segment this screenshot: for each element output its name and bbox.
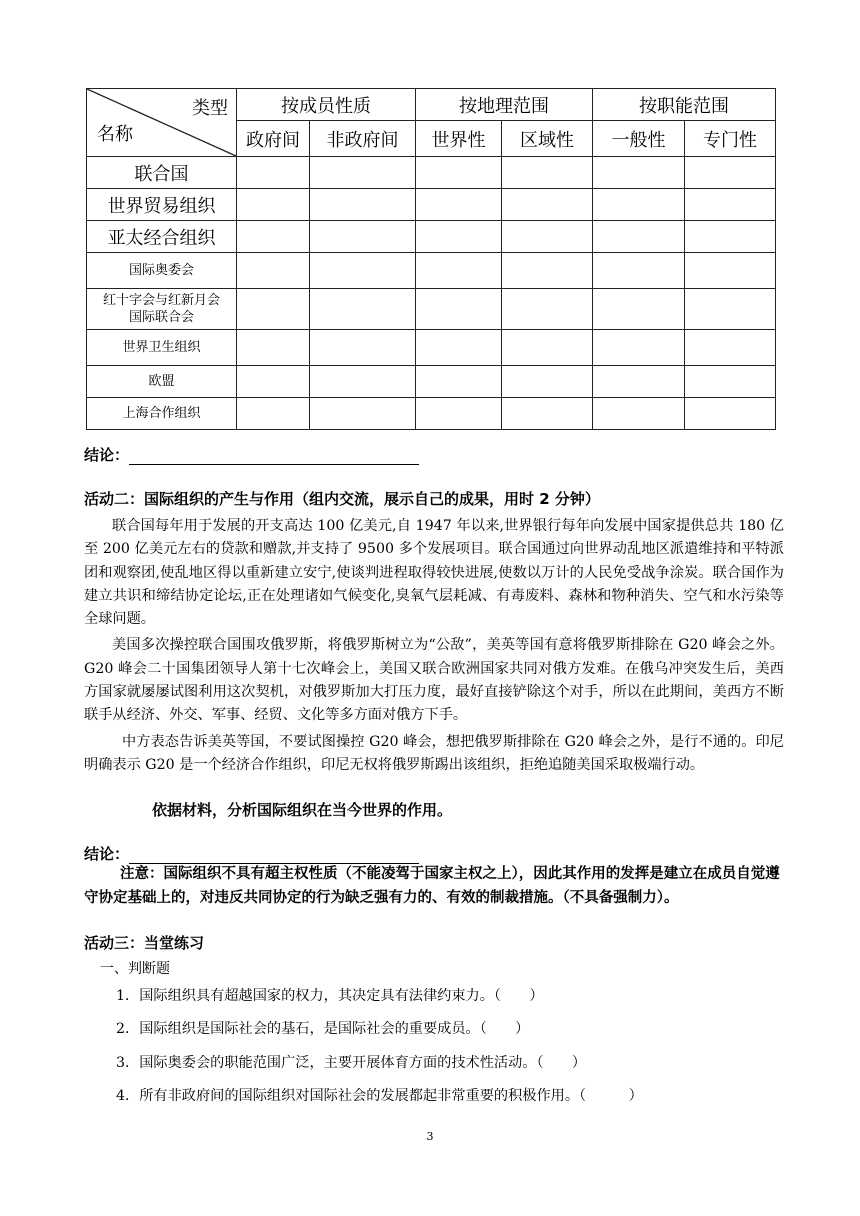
section-heading: 一、判断题 — [100, 961, 170, 977]
answer-cell[interactable] — [237, 253, 310, 289]
table-corner-cell — [87, 89, 237, 157]
answer-cell[interactable] — [310, 221, 416, 253]
table-row — [87, 366, 776, 398]
answer-cell[interactable] — [593, 253, 685, 289]
answer-cell[interactable] — [416, 366, 502, 398]
answer-cell[interactable] — [416, 189, 502, 221]
table-row — [87, 330, 776, 366]
question-1: 1．国际组织具有超越国家的权力，其决定具有法律约束力。（ ） — [116, 988, 544, 1004]
answer-cell[interactable] — [237, 366, 310, 398]
conclusion-2 — [84, 843, 419, 864]
row-name-line1: 红十字会与红新月会 — [102, 293, 220, 308]
answer-cell[interactable] — [237, 221, 310, 253]
answer-cell[interactable] — [310, 253, 416, 289]
conclusion-2-label: 结论： — [84, 845, 130, 863]
answer-cell[interactable] — [416, 157, 502, 189]
row-name: 国际奥委会 — [87, 253, 237, 289]
answer-cell[interactable] — [237, 398, 310, 430]
answer-cell[interactable] — [685, 366, 776, 398]
subheader-intergovernmental: 政府间 — [237, 121, 310, 157]
table-row — [87, 289, 776, 330]
answer-cell[interactable] — [237, 157, 310, 189]
answer-cell[interactable] — [593, 330, 685, 366]
answer-cell[interactable] — [502, 189, 593, 221]
answer-cell[interactable] — [502, 221, 593, 253]
page-number: 3 — [426, 1130, 434, 1143]
answer-cell[interactable] — [685, 330, 776, 366]
row-name: 联合国 — [87, 157, 237, 189]
conclusion-1-blank[interactable] — [129, 446, 419, 465]
question-4: 4．所有非政府间的国际组织对国际社会的发展都起非常重要的积极作用。（ ） — [116, 1088, 643, 1104]
row-name: 世界卫生组织 — [87, 330, 237, 366]
answer-cell[interactable] — [593, 398, 685, 430]
answer-cell[interactable] — [502, 157, 593, 189]
answer-cell[interactable] — [416, 289, 502, 330]
answer-cell[interactable] — [237, 189, 310, 221]
task-prompt: 依据材料，分析国际组织在当今世界的作用。 — [152, 801, 453, 819]
group-header-function: 按职能范围 — [593, 89, 776, 121]
row-name: 欧盟 — [87, 366, 237, 398]
question-3: 3．国际奥委会的职能范围广泛，主要开展体育方面的技术性活动。（ ） — [116, 1055, 587, 1071]
row-name-line2: 国际联合会 — [128, 310, 194, 325]
answer-cell[interactable] — [593, 366, 685, 398]
table-row — [87, 253, 776, 289]
answer-cell[interactable] — [416, 398, 502, 430]
answer-cell[interactable] — [310, 189, 416, 221]
answer-cell[interactable] — [502, 398, 593, 430]
answer-cell[interactable] — [502, 253, 593, 289]
answer-cell[interactable] — [593, 189, 685, 221]
subheader-regional: 区域性 — [502, 121, 593, 157]
subheader-global: 世界性 — [416, 121, 502, 157]
group-header-membership: 按成员性质 — [237, 89, 416, 121]
row-name: 上海合作组织 — [87, 398, 237, 430]
answer-cell[interactable] — [310, 398, 416, 430]
answer-cell[interactable] — [502, 289, 593, 330]
conclusion-1-label: 结论： — [84, 446, 130, 464]
answer-cell[interactable] — [416, 253, 502, 289]
answer-cell[interactable] — [310, 366, 416, 398]
question-2: 2．国际组织是国际社会的基石，是国际社会的重要成员。（ ） — [116, 1021, 530, 1037]
activity-3-title: 活动三：当堂练习 — [84, 934, 205, 952]
answer-cell[interactable] — [685, 189, 776, 221]
classification-table — [86, 88, 775, 430]
answer-cell[interactable] — [416, 221, 502, 253]
answer-cell[interactable] — [685, 398, 776, 430]
answer-cell[interactable] — [310, 157, 416, 189]
group-header-geography: 按地理范围 — [416, 89, 593, 121]
table-row — [87, 189, 776, 221]
answer-cell[interactable] — [502, 366, 593, 398]
subheader-nongovernmental: 非政府间 — [310, 121, 416, 157]
answer-cell[interactable] — [685, 157, 776, 189]
material-text — [84, 515, 784, 777]
row-name — [87, 289, 237, 330]
answer-cell[interactable] — [685, 253, 776, 289]
answer-cell[interactable] — [310, 289, 416, 330]
answer-cell[interactable] — [502, 330, 593, 366]
conclusion-1 — [84, 444, 419, 465]
row-name: 亚太经合组织 — [87, 221, 237, 253]
answer-cell[interactable] — [416, 330, 502, 366]
answer-cell[interactable] — [593, 157, 685, 189]
answer-cell[interactable] — [237, 330, 310, 366]
table-row — [87, 157, 776, 189]
answer-cell[interactable] — [593, 221, 685, 253]
answer-cell[interactable] — [237, 289, 310, 330]
table-row — [87, 398, 776, 430]
subheader-general: 一般性 — [593, 121, 685, 157]
answer-cell[interactable] — [685, 221, 776, 253]
answer-cell[interactable] — [685, 289, 776, 330]
material-paragraph-3: 中方表态告诉美英等国，不要试图操控 G20 峰会，想把俄罗斯排除在 G20 峰会之外，是行不通的。印尼明确表示 G20 是一个经济合作组织，印尼无权将俄罗斯踢出该组织，拒绝追随美国采取极端行动。 — [84, 733, 784, 773]
material-paragraph-1: 联合国每年用于发展的开支高达 100 亿美元,自 1947 年以来,世界银行每年向发展中国家提供总共 180 亿至 200 亿美元左右的贷款和赠款,并支持了 9500 多个发展项目。联合国通过向世界动乱地区派遣维持和平特派团和观察团,使乱地区得以重新建立安宁,使谈判进程取得较快进展,使数以万计的人民免受战争涂炭。联合国作为建立共识和缔结协定论坛,正在处理诸如气候变化,臭氧气层耗减、有毒废料、森林和物种消失、空气和水污染等全球问题。 — [84, 518, 784, 628]
subheader-specialized: 专门性 — [685, 121, 776, 157]
row-name: 世界贸易组织 — [87, 189, 237, 221]
material-paragraph-2: 美国多次操控联合国围攻俄罗斯，将俄罗斯树立为“公敌”，美英等国有意将俄罗斯排除在 G20 峰会之外。G20 峰会二十国集团领导人第十七次峰会上，美国又联合欧洲国家共同对俄方发难。在俄乌冲突发生后，美西方国家就屡屡试图利用这次契机，对俄罗斯加大打压力度，最好直接铲除这个对手，所以在此期间，美西方不断联手从经济、外交、军事、经贸、文化等多方面对俄方下手。 — [84, 637, 784, 724]
answer-cell[interactable] — [310, 330, 416, 366]
activity-2-title: 活动二：国际组织的产生与作用（组内交流，展示自己的成果，用时 2 分钟） — [84, 490, 600, 508]
table-row — [87, 221, 776, 253]
note-text: 注意：国际组织不具有超主权性质（不能凌驾于国家主权之上），因此其作用的发挥是建立在成员自觉遵守协定基础上的，对违反共同协定的行为缺乏强有力的、有效的制裁措施。（不具备强制力）。 — [84, 866, 780, 906]
corner-label-name: 名称 — [97, 124, 133, 145]
corner-label-type: 类型 — [192, 98, 228, 119]
answer-cell[interactable] — [593, 289, 685, 330]
